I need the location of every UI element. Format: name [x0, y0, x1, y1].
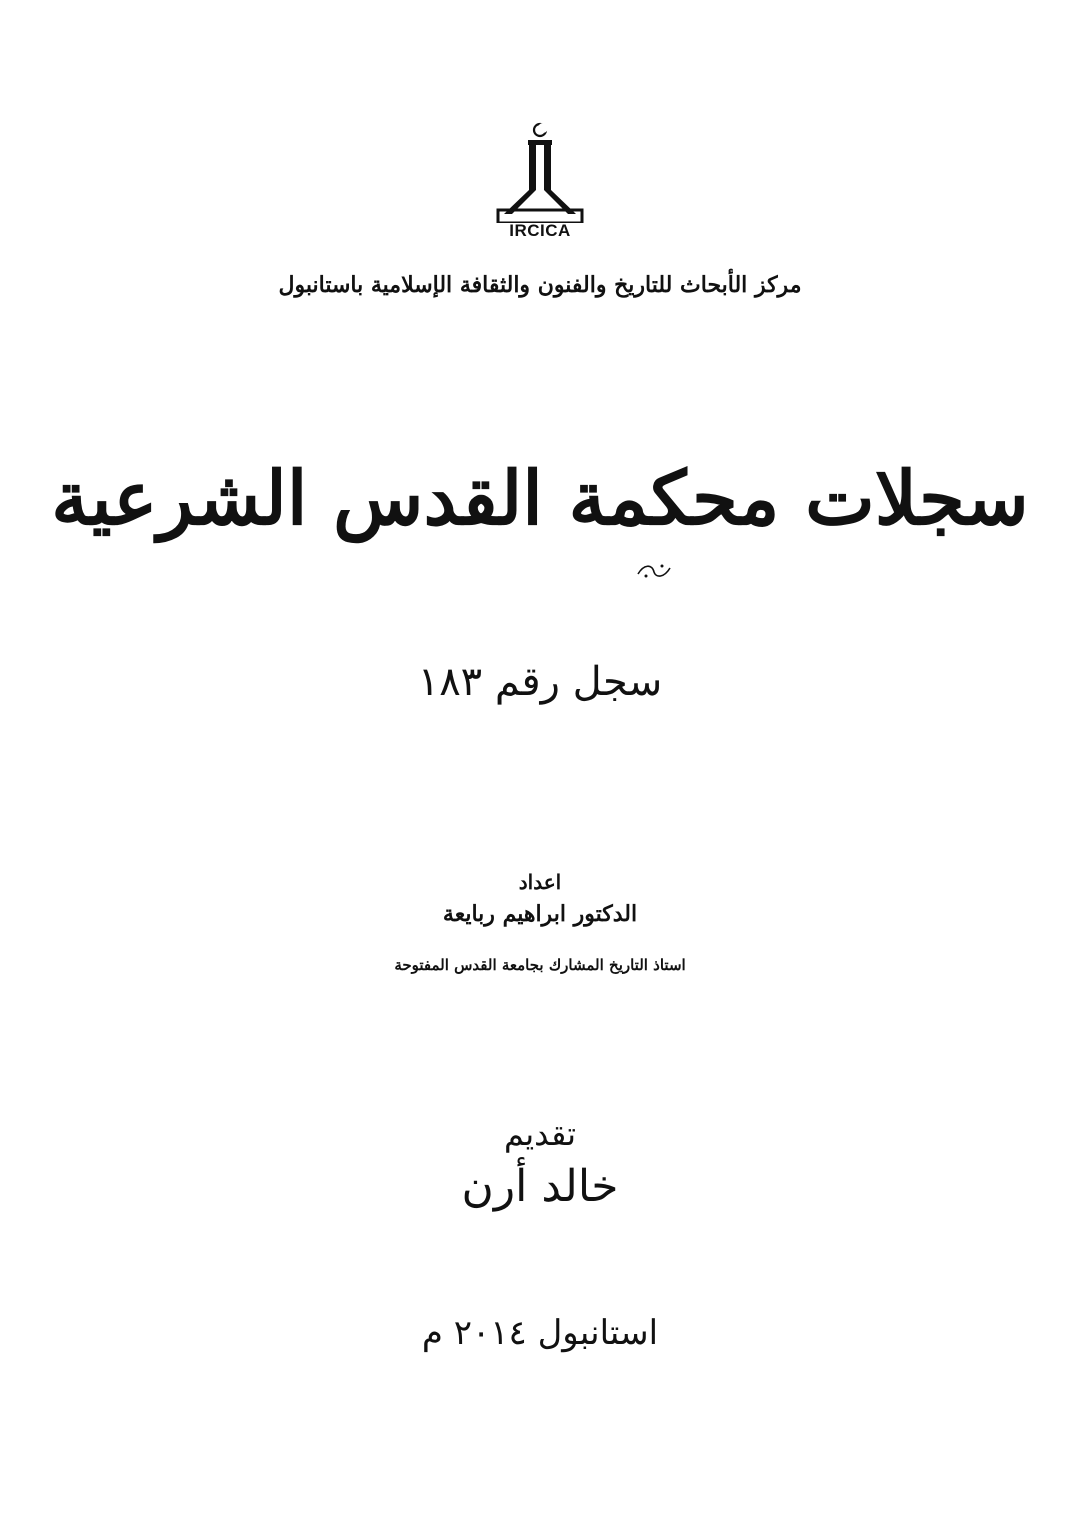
prepared-by-label: اعداد [518, 870, 562, 894]
author-name: الدكتور ابراهيم ربايعة [442, 901, 638, 927]
introduction-author: خالد أرن [461, 1161, 619, 1212]
flourish-ornament-icon [634, 560, 674, 582]
minaret-logo-icon [490, 118, 590, 223]
book-title: سجلات محكمة القدس الشرعية [51, 456, 1029, 542]
place-and-date: استانبول ٢٠١٤ م [421, 1313, 659, 1353]
introduction-label: تقديم [503, 1115, 577, 1153]
author-role: استاذ التاريخ المشارك بجامعة القدس المفتوحة [394, 956, 686, 974]
logo-text: IRCICA [509, 221, 571, 240]
ircica-logo [490, 118, 590, 258]
organization-name: مركز الأبحاث للتاريخ والفنون والثقافة الإسلامية باستانبول [278, 272, 802, 298]
record-number: سجل رقم ١٨٣ [417, 659, 663, 705]
